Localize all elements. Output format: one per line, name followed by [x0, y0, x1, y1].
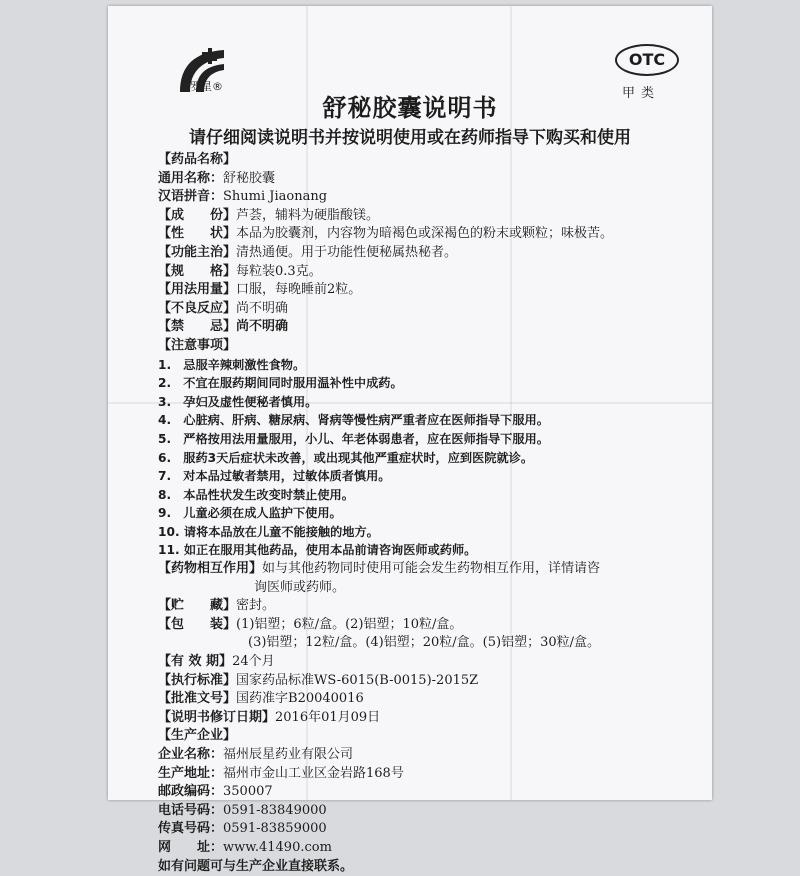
field-value: 尚不明确 [236, 300, 289, 316]
field-label: 传真号码： [158, 821, 224, 837]
field-label: 【成 份】 [158, 207, 237, 223]
field-label: 【性 状】 [158, 226, 237, 242]
field-value: 尚不明确 [236, 319, 289, 335]
fax-row [158, 820, 698, 839]
field-label: 电话号码： [158, 802, 224, 818]
field-value: 清热通便。用于功能性便秘属热秘者。 [236, 244, 458, 260]
field-label: 【用法用量】 [158, 282, 237, 298]
field-value: 福州辰星药业有限公司 [223, 747, 354, 762]
leaflet-content [158, 151, 698, 876]
field-label: 通用名称： [158, 170, 224, 186]
website-link[interactable]: www.41490.com [223, 839, 332, 855]
address-row [158, 765, 698, 784]
field-label: 汉语拼音： [158, 189, 224, 205]
field-value: 福州市金山工业区金岩路168号 [223, 765, 404, 781]
indications-row [158, 244, 698, 263]
appearance-row [158, 225, 698, 244]
company-name-row [158, 746, 698, 765]
field-value: 0591-83849000 [223, 802, 327, 818]
common-name-row [158, 170, 698, 189]
precaution-item: 4. 心脏病、肝病、糖尿病、肾病等慢性病严重者应在医师指导下服用。 [158, 413, 549, 428]
leaflet-paper [108, 6, 712, 874]
field-label: 网 址： [158, 839, 224, 855]
field-value: 芦荟，辅料为硬脂酸镁。 [236, 207, 380, 223]
precaution-item: 7. 对本品过敏者禁用，过敏体质者慎用。 [158, 469, 391, 484]
field-label: 【不良反应】 [158, 300, 237, 316]
validity-row [158, 653, 698, 672]
adverse-row [158, 300, 698, 319]
field-value: 本品为胶囊剂，内容物为暗褐色或深褐色的粉末或颗粒；味极苦。 [236, 226, 614, 242]
precaution-item: 8. 本品性状发生改变时禁止使用。 [158, 487, 354, 502]
approval-row [158, 690, 698, 709]
package-continued: (3)铝塑；12粒/盒。(4)铝塑；20粒/盒。(5)铝塑；30粒/盒。 [248, 635, 601, 651]
field-label: 【功能主治】 [158, 244, 237, 260]
field-value: 0591-83859000 [223, 821, 327, 837]
field-value: 国家药品标准WS-6015(B-0015)-2015Z [236, 672, 479, 688]
field-value: 舒秘胶囊 [223, 170, 276, 186]
precaution-item: 10. 请将本品放在儿童不能接触的地方。 [158, 524, 379, 539]
field-value: 24个月 [232, 654, 275, 670]
field-label: 【禁 忌】 [158, 319, 237, 335]
precaution-item: 5. 严格按用法用量服用，小儿、年老体弱患者，应在医师指导下服用。 [158, 431, 549, 446]
precaution-item: 1. 忌服辛辣刺激性食物。 [158, 357, 306, 372]
field-label: 【规 格】 [158, 263, 237, 279]
phone-row [158, 802, 698, 821]
field-label: 企业名称： [158, 747, 224, 762]
field-label: 【有 效 期】 [158, 654, 233, 670]
field-label: 【药物相互作用】 [158, 561, 263, 577]
website-row [158, 839, 698, 858]
drug-name-label: 【药品名称】 [158, 152, 237, 167]
document-subtitle: 请仔细阅读说明书并按说明使用或在药师指导下购买和使用 [189, 128, 631, 148]
interaction-continued: 询医师或药师。 [254, 579, 346, 595]
brand-name: 罗星® [190, 80, 223, 93]
field-value: 350007 [223, 784, 273, 800]
field-value: 国药准字B20040016 [236, 691, 364, 707]
field-label: 【批准文号】 [158, 691, 237, 707]
contraindications-row [158, 318, 698, 337]
precaution-item: 2. 不宜在服药期间同时服用温补性中成药。 [158, 376, 403, 391]
field-value: 2016年01月09日 [275, 709, 381, 725]
field-value: 如与其他药物同时使用可能会发生药物相互作用，详情请咨 [262, 561, 601, 577]
spec-row [158, 263, 698, 282]
field-value: 口服，每晚睡前2粒。 [236, 282, 362, 298]
otc-class: 甲类 [622, 86, 661, 101]
field-label: 【贮 藏】 [158, 598, 237, 614]
field-label: 【执行标准】 [158, 672, 237, 688]
field-value: Shumi Jiaonang [223, 189, 328, 205]
field-label: 【说明书修订日期】 [158, 709, 276, 725]
field-value: (1)铝塑；6粒/盒。(2)铝塑；10粒/盒。 [236, 616, 463, 632]
otc-badge: OTC [615, 44, 679, 76]
field-value: 每粒装0.3克。 [236, 263, 322, 279]
footer-note: 如有问题可与生产企业直接联系。 [158, 858, 354, 874]
field-label: 邮政编码： [158, 784, 224, 800]
pinyin-row [158, 188, 698, 207]
package-row [158, 616, 698, 635]
postcode-row [158, 783, 698, 802]
revision-row [158, 709, 698, 728]
usage-row [158, 281, 698, 300]
standard-row [158, 672, 698, 691]
field-value: 密封。 [236, 598, 276, 614]
ingredients-row [158, 207, 698, 226]
precautions-label: 【注意事项】 [158, 337, 237, 353]
precaution-item: 9. 儿童必须在成人监护下使用。 [158, 506, 342, 521]
precaution-item: 6. 服药3天后症状未改善，或出现其他严重症状时，应到医院就诊。 [158, 450, 534, 465]
interaction-row [158, 560, 698, 579]
precaution-item: 11. 如正在服用其他药品，使用本品前请咨询医师或药师。 [158, 543, 477, 558]
field-label: 【包 装】 [158, 616, 237, 632]
field-label: 生产地址： [158, 765, 224, 781]
document-title: 舒秘胶囊说明书 [322, 93, 498, 122]
precaution-item: 3. 孕妇及虚性便秘者慎用。 [158, 394, 318, 409]
manufacturer-label: 【生产企业】 [158, 728, 237, 744]
storage-row [158, 597, 698, 616]
